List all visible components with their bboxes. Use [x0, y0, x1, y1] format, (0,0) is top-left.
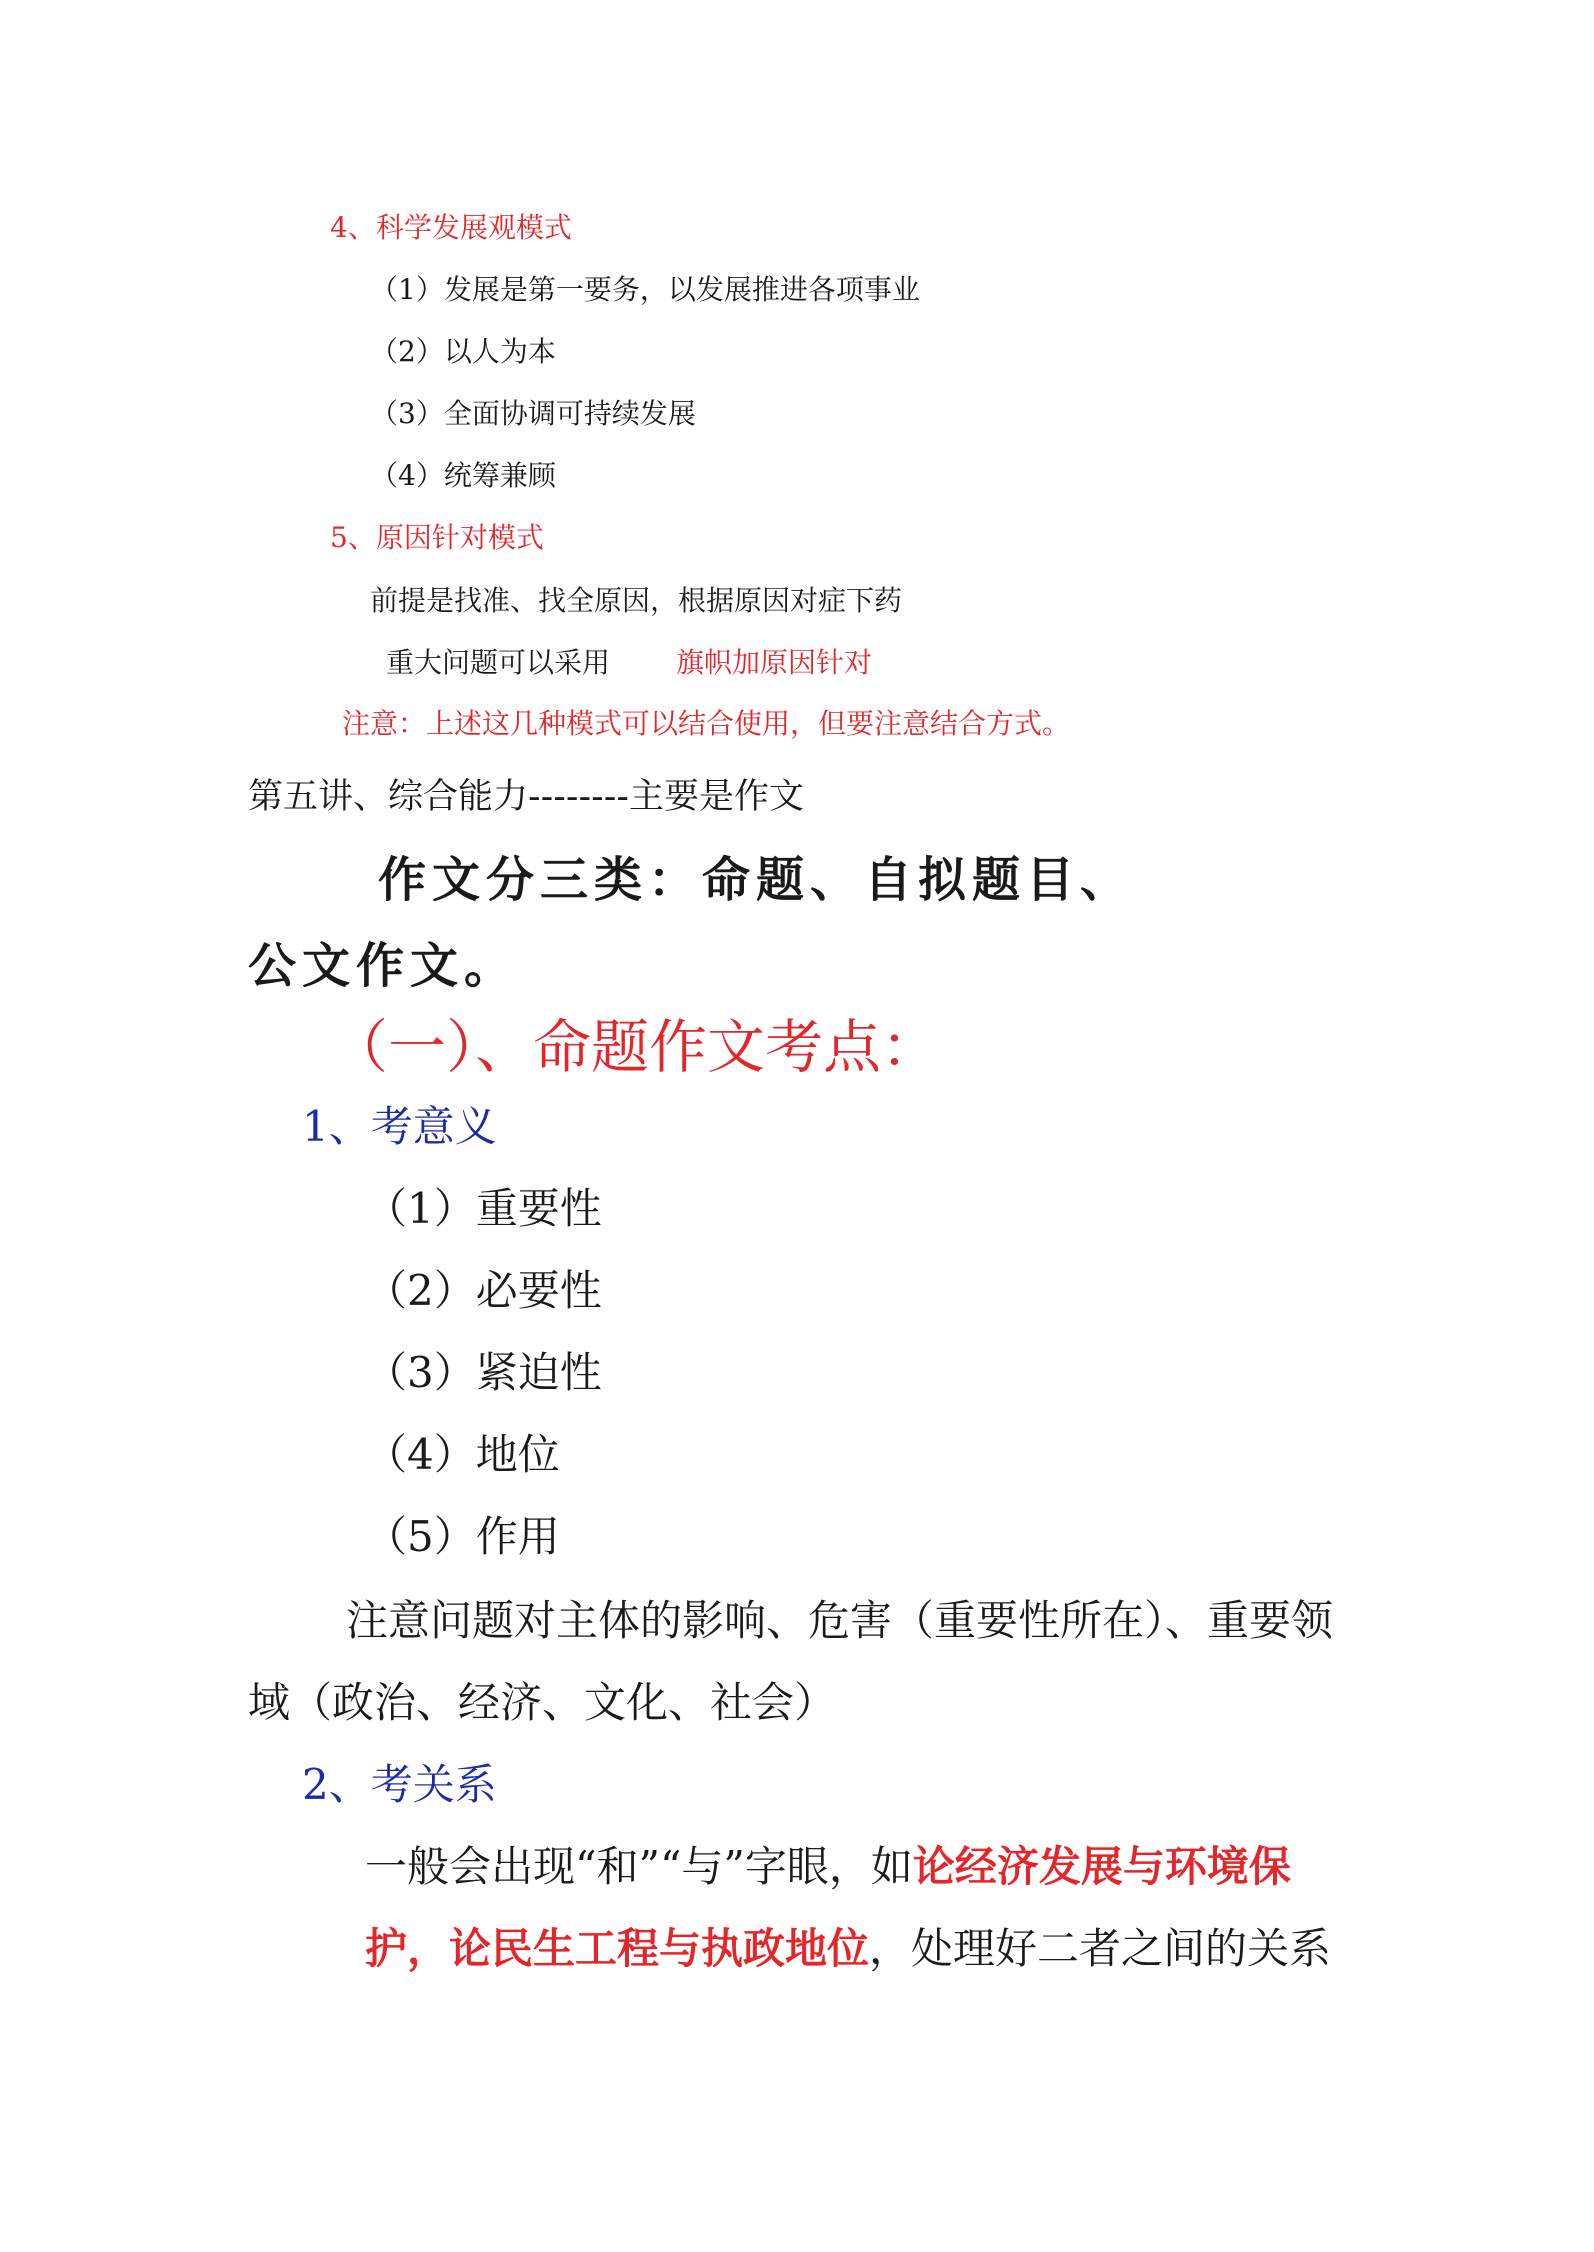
list-item: （4）地位 [365, 1430, 560, 1479]
list-item: （1）重要性 [365, 1184, 602, 1233]
essay-types-line1: 作文分三类：命题、自拟题目、 [378, 852, 1135, 908]
section5-heading: 5、原因针对模式 [330, 521, 544, 554]
list-item: （5）作用 [365, 1512, 560, 1561]
point2-heading: 2、考关系 [302, 1760, 497, 1809]
lecture-title: 第五讲、综合能力--------主要是作文 [248, 777, 805, 817]
subheading-proposition-essay: （一）、命题作文考点： [330, 1013, 940, 1081]
section4-heading: 4、科学发展观模式 [330, 211, 572, 244]
list-item: （4）统筹兼顾 [370, 459, 556, 492]
list-item: （3）紧迫性 [365, 1348, 602, 1397]
point2-line1-plain: 一般会出现“和”“与”字眼，如 [365, 1842, 913, 1891]
point2-line2-highlight: 护，论民生工程与执政地位 [365, 1924, 870, 1973]
section5-line1: 前提是找准、找全原因，根据原因对症下药 [370, 584, 903, 617]
list-item: （2）以人为本 [370, 335, 556, 368]
list-item: （2）必要性 [365, 1266, 602, 1315]
list-item: （1）发展是第一要务，以发展推进各项事业 [370, 273, 920, 306]
section5-line2-left: 重大问题可以采用 [386, 646, 611, 679]
point2-line1 [365, 1842, 1291, 1891]
essay-types-line2: 公文作文。 [248, 938, 519, 994]
section5-line2-right: 旗帜加原因针对 [676, 646, 873, 679]
point1-heading: 1、考意义 [302, 1102, 497, 1151]
section5-note: 注意：上述这几种模式可以结合使用，但要注意结合方式。 [342, 707, 1071, 740]
point2-line2-plain: ，处理好二者之间的关系 [869, 1924, 1332, 1973]
point1-note-line2: 域（政治、经济、文化、社会） [248, 1678, 837, 1727]
point2-line2 [365, 1924, 1332, 1973]
point1-note-line1: 注意问题对主体的影响、危害（重要性所在）、重要领 [346, 1596, 1334, 1645]
list-item: （3）全面协调可持续发展 [370, 397, 696, 430]
point2-line1-highlight: 论经济发展与环境保 [912, 1842, 1291, 1891]
